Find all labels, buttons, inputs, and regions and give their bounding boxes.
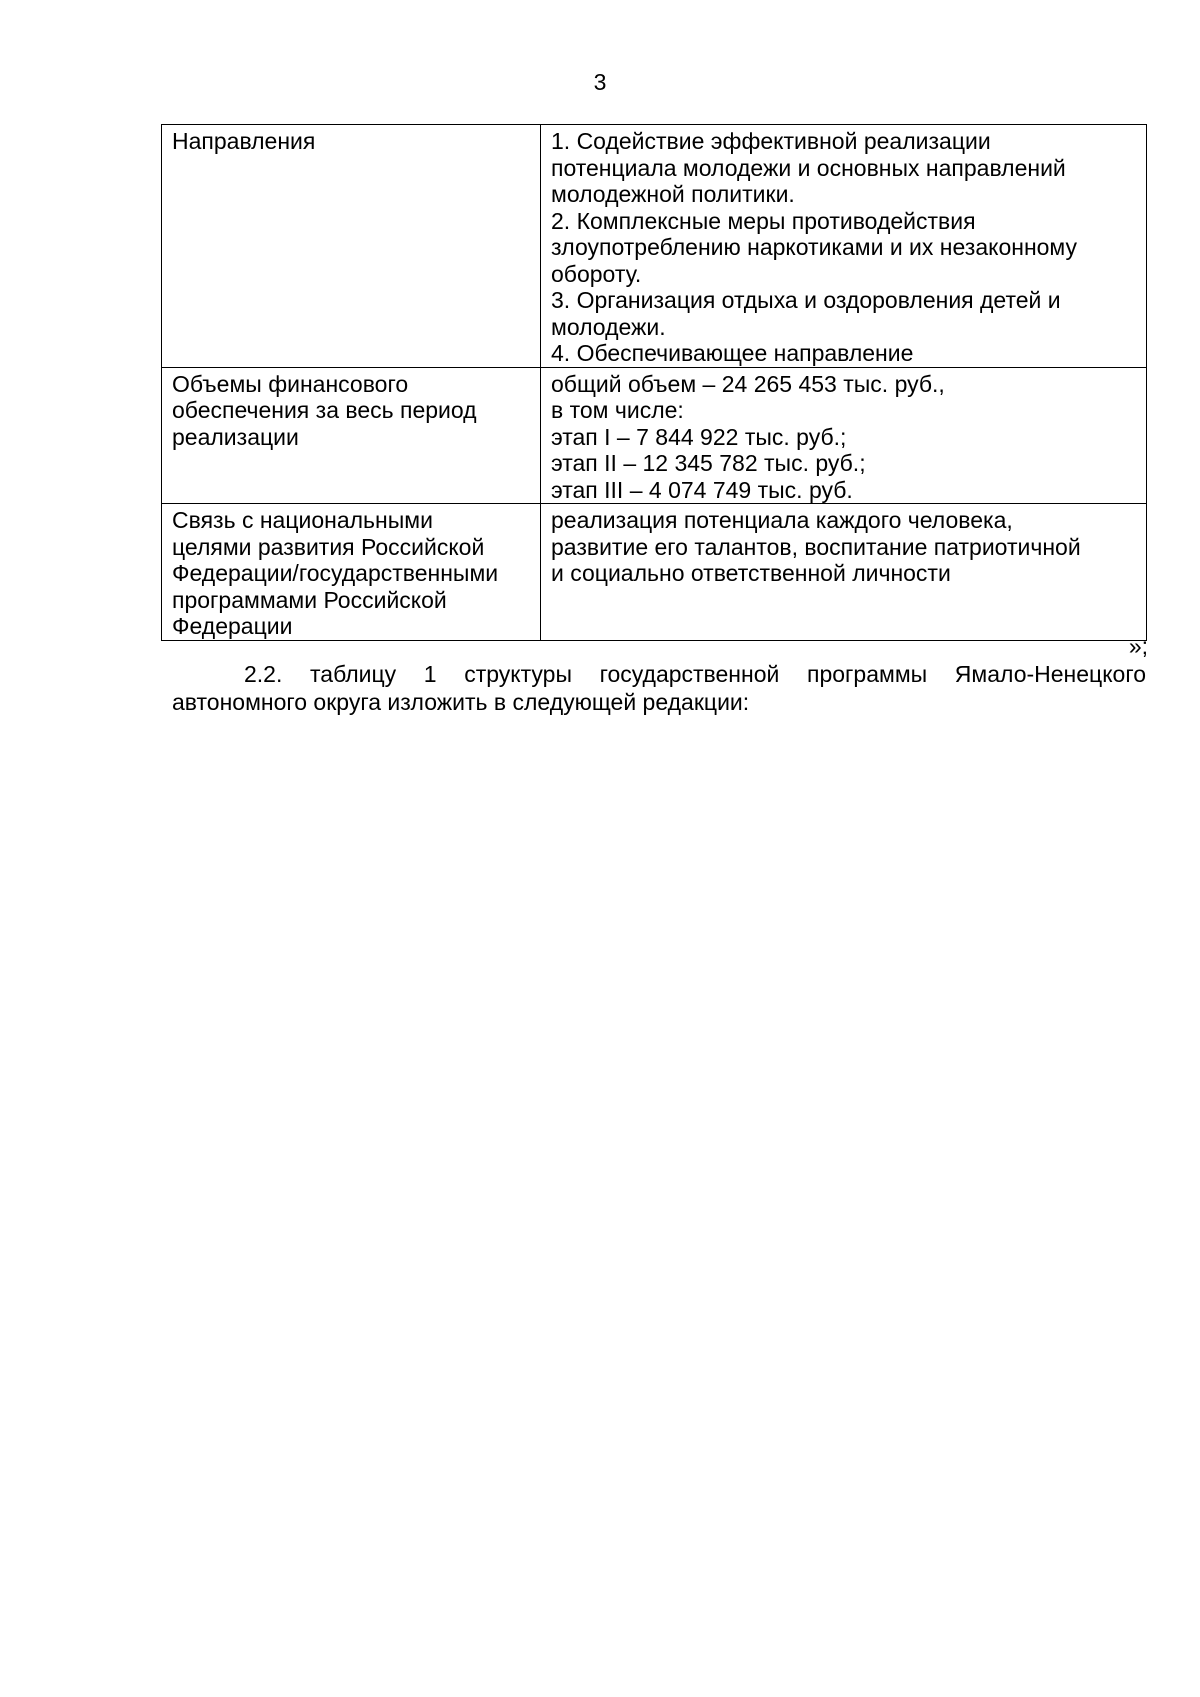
label-line: целями развития Российской [172,533,485,560]
paragraph-continuation: автономного округа изложить в следующей редакции: [172,689,750,715]
table-cell-label [162,367,541,504]
label-line: реализации [172,423,299,450]
closing-quote: »; [1128,633,1148,659]
program-passport-table [161,124,1147,641]
label-line: Федерации [172,613,293,639]
value-line: молодежи. [551,313,666,340]
paragraph-first-line: 2.2. таблицу 1 структуры государственной программы Ямало-Ненецкого [244,661,1146,687]
table-cell-value [541,125,1147,368]
label-line: Связь с национальными [172,507,433,533]
value-line: потенциала молодежи и основных направлений [551,154,1066,181]
value-line: в том числе: [551,397,684,423]
table-cell-label [162,125,541,368]
value-line: и социально ответственной личности [551,560,951,586]
table-row-directions [162,125,1147,368]
value-line: молодежной политики. [551,181,795,207]
body-paragraph [172,660,1146,716]
table-cell-value [541,367,1147,504]
value-line: обороту. [551,260,642,287]
label-line: Направления [172,128,316,154]
value-line: 2. Комплексные меры противодействия [551,207,976,234]
value-line: 3. Организация отдыха и оздоровления детей и [551,287,1061,313]
value-line: развитие его талантов, воспитание патриотичной [551,533,1081,560]
value-line: этап III – 4 074 749 тыс. руб. [551,476,853,503]
value-line: реализация потенциала каждого человека, [551,507,1013,533]
label-line: Объемы финансового [172,370,409,397]
page-number: 3 [593,69,607,95]
value-line: общий объем – 24 265 453 тыс. руб., [551,370,945,397]
value-line: злоупотреблению наркотиками и их незаконному [551,234,1078,260]
label-line: обеспечения за весь период [172,397,477,423]
value-line: 1. Содействие эффективной реализации [551,128,991,154]
label-line: Федерации/государственными [172,560,499,586]
table-cell-value [541,504,1147,641]
value-line: этап II – 12 345 782 тыс. руб.; [551,450,866,476]
label-line: программами Российской [172,586,447,613]
value-line: 4. Обеспечивающее направление [551,340,914,366]
table-row-national-goals [162,504,1147,641]
table-cell-label [162,504,541,641]
table-row-funding [162,367,1147,504]
value-line: этап I – 7 844 922 тыс. руб.; [551,423,847,450]
